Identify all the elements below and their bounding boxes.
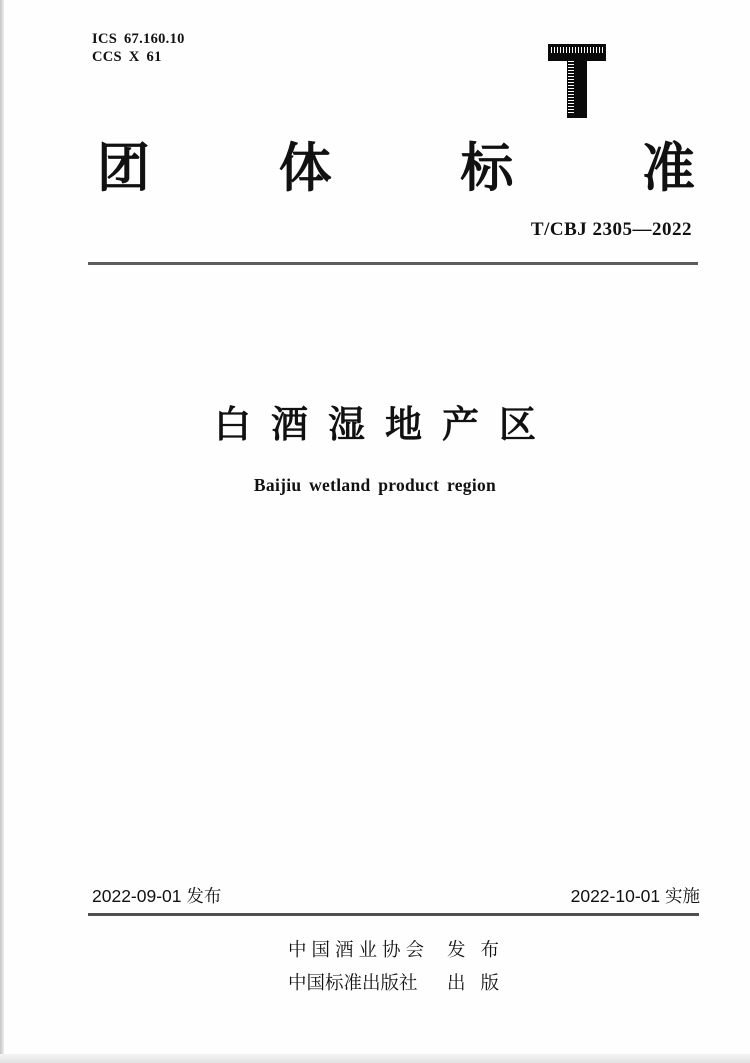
scan-edge-bottom: [0, 1054, 750, 1063]
publisher-row: [288, 969, 514, 1002]
page-title: 白酒湿地产区: [214, 404, 556, 445]
header-rule: [88, 262, 698, 265]
implement-date: 2022-10-01 实施: [570, 886, 700, 906]
classification-codes: [92, 30, 185, 66]
t-logo-bar-hatch: [551, 47, 603, 53]
publishers-block: [288, 936, 514, 1002]
doc-type-char: 体: [278, 139, 332, 198]
publisher-role: 发布: [446, 939, 514, 960]
page-subtitle-english: Baijiu wetland product region: [253, 475, 497, 495]
document-type-heading: [97, 140, 695, 198]
scan-edge-left: [0, 0, 4, 1063]
standard-number: T/CBJ 2305—2022: [530, 219, 692, 240]
ics-code: ICS 67.160.10: [92, 31, 185, 47]
publisher-row: [288, 936, 514, 969]
footer-rule: [88, 913, 699, 916]
group-standard-t-logo-icon: [548, 44, 606, 118]
publisher-role: 出版: [446, 972, 514, 993]
issue-date: 2022-09-01 发布: [92, 886, 222, 906]
dates-row: [92, 885, 700, 907]
doc-type-char: 准: [641, 139, 695, 198]
ccs-code: CCS X 61: [92, 49, 162, 65]
publisher-name: 中国标准出版社: [288, 972, 418, 993]
doc-type-char: 标: [460, 139, 514, 198]
publisher-name: 中国酒业协会: [288, 939, 430, 960]
t-logo-stem-hatch: [568, 61, 574, 113]
doc-type-char: 团: [97, 139, 150, 198]
